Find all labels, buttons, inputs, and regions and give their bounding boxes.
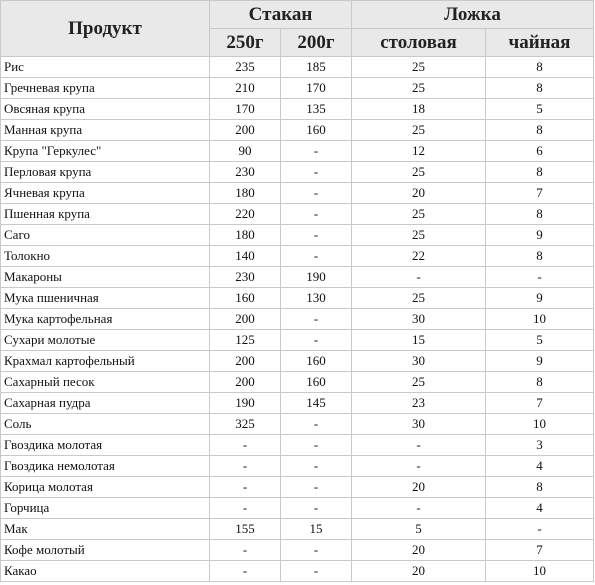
cell-glass-250g: 200 (210, 120, 281, 141)
table-row (1, 561, 594, 582)
cell-teaspoon: 10 (486, 414, 594, 435)
cell-teaspoon: 8 (486, 246, 594, 267)
cell-product: Перловая крупа (1, 162, 210, 183)
cell-glass-250g: - (210, 456, 281, 477)
cell-tablespoon: 20 (352, 183, 486, 204)
table-header (1, 1, 594, 57)
cell-glass-250g: 200 (210, 309, 281, 330)
cell-product: Овсяная крупа (1, 99, 210, 120)
cell-product: Толокно (1, 246, 210, 267)
cell-glass-250g: 220 (210, 204, 281, 225)
cell-tablespoon: 25 (352, 372, 486, 393)
cell-tablespoon: 30 (352, 414, 486, 435)
cell-teaspoon: 4 (486, 498, 594, 519)
cell-glass-250g: - (210, 540, 281, 561)
cell-glass-200g: - (281, 183, 352, 204)
cell-product: Кофе молотый (1, 540, 210, 561)
table-row (1, 456, 594, 477)
cell-tablespoon: - (352, 267, 486, 288)
cell-glass-200g: - (281, 330, 352, 351)
cell-tablespoon: - (352, 456, 486, 477)
table-row (1, 372, 594, 393)
cell-glass-200g: - (281, 498, 352, 519)
cell-tablespoon: - (352, 435, 486, 456)
cell-teaspoon: - (486, 267, 594, 288)
table-row (1, 204, 594, 225)
table-row (1, 183, 594, 204)
cell-glass-250g: 230 (210, 267, 281, 288)
cell-glass-250g: 125 (210, 330, 281, 351)
table-row (1, 309, 594, 330)
cell-tablespoon: 20 (352, 540, 486, 561)
cell-tablespoon: 30 (352, 351, 486, 372)
cell-teaspoon: 8 (486, 372, 594, 393)
cell-product: Сахарная пудра (1, 393, 210, 414)
cell-product: Гвоздика немолотая (1, 456, 210, 477)
cell-teaspoon: 9 (486, 288, 594, 309)
cell-glass-250g: 325 (210, 414, 281, 435)
cell-product: Какао (1, 561, 210, 582)
cell-product: Пшенная крупа (1, 204, 210, 225)
cell-teaspoon: 10 (486, 309, 594, 330)
table-row (1, 99, 594, 120)
cell-glass-200g: 170 (281, 78, 352, 99)
cell-glass-250g: 210 (210, 78, 281, 99)
header-row-top (1, 1, 594, 29)
cell-product: Рис (1, 57, 210, 78)
cell-tablespoon: 25 (352, 57, 486, 78)
table-row (1, 498, 594, 519)
table-row (1, 267, 594, 288)
cell-glass-250g: 190 (210, 393, 281, 414)
cell-teaspoon: 7 (486, 393, 594, 414)
cell-product: Макароны (1, 267, 210, 288)
table-row (1, 57, 594, 78)
cell-product: Саго (1, 225, 210, 246)
table-row (1, 540, 594, 561)
cell-glass-200g: 130 (281, 288, 352, 309)
cell-glass-200g: - (281, 540, 352, 561)
cell-glass-250g: 180 (210, 225, 281, 246)
table-row (1, 351, 594, 372)
table-row (1, 225, 594, 246)
cell-glass-200g: 185 (281, 57, 352, 78)
cell-tablespoon: 18 (352, 99, 486, 120)
header-200g: 200г (281, 29, 352, 57)
cell-tablespoon: 23 (352, 393, 486, 414)
cell-tablespoon: 20 (352, 561, 486, 582)
cell-glass-200g: - (281, 561, 352, 582)
table-row (1, 414, 594, 435)
cell-glass-250g: 200 (210, 372, 281, 393)
cell-tablespoon: 5 (352, 519, 486, 540)
table-row (1, 288, 594, 309)
cell-tablespoon: 25 (352, 225, 486, 246)
cell-product: Сахарный песок (1, 372, 210, 393)
table-row (1, 393, 594, 414)
cell-glass-200g: 160 (281, 351, 352, 372)
cell-glass-200g: - (281, 141, 352, 162)
cell-tablespoon: 22 (352, 246, 486, 267)
cell-teaspoon: 9 (486, 225, 594, 246)
cell-teaspoon: - (486, 519, 594, 540)
header-product: Продукт (1, 1, 210, 57)
cell-glass-200g: - (281, 162, 352, 183)
cell-tablespoon: 15 (352, 330, 486, 351)
header-spoon: Ложка (352, 1, 594, 29)
cell-product: Крахмал картофельный (1, 351, 210, 372)
cell-glass-200g: 160 (281, 120, 352, 141)
header-tablespoon: столовая (352, 29, 486, 57)
cell-glass-200g: 15 (281, 519, 352, 540)
cell-tablespoon: 25 (352, 120, 486, 141)
table-row (1, 141, 594, 162)
cell-tablespoon: 20 (352, 477, 486, 498)
cell-product: Горчица (1, 498, 210, 519)
cell-tablespoon: 25 (352, 204, 486, 225)
table-row (1, 246, 594, 267)
cell-glass-250g: 230 (210, 162, 281, 183)
cell-tablespoon: 30 (352, 309, 486, 330)
cell-teaspoon: 8 (486, 57, 594, 78)
cell-glass-200g: - (281, 204, 352, 225)
table-row (1, 519, 594, 540)
cell-glass-200g: - (281, 477, 352, 498)
cell-glass-200g: 145 (281, 393, 352, 414)
cell-glass-200g: - (281, 246, 352, 267)
cell-teaspoon: 3 (486, 435, 594, 456)
cell-teaspoon: 5 (486, 330, 594, 351)
cell-glass-250g: - (210, 561, 281, 582)
header-glass: Стакан (210, 1, 352, 29)
cell-glass-250g: 140 (210, 246, 281, 267)
cell-product: Мука пшеничная (1, 288, 210, 309)
cell-teaspoon: 5 (486, 99, 594, 120)
cell-tablespoon: 25 (352, 162, 486, 183)
cell-teaspoon: 7 (486, 540, 594, 561)
cell-teaspoon: 10 (486, 561, 594, 582)
cell-glass-200g: - (281, 414, 352, 435)
table-body (1, 57, 594, 582)
cell-teaspoon: 8 (486, 120, 594, 141)
cell-glass-200g: - (281, 309, 352, 330)
cell-glass-250g: 160 (210, 288, 281, 309)
cell-teaspoon: 8 (486, 78, 594, 99)
table-row (1, 477, 594, 498)
cell-product: Ячневая крупа (1, 183, 210, 204)
cell-glass-200g: 190 (281, 267, 352, 288)
cell-product: Корица молотая (1, 477, 210, 498)
cell-glass-250g: 180 (210, 183, 281, 204)
cell-teaspoon: 6 (486, 141, 594, 162)
cell-teaspoon: 7 (486, 183, 594, 204)
cell-tablespoon: - (352, 498, 486, 519)
cell-product: Гречневая крупа (1, 78, 210, 99)
cell-glass-200g: 160 (281, 372, 352, 393)
cell-product: Крупа "Геркулес" (1, 141, 210, 162)
header-250g: 250г (210, 29, 281, 57)
cell-glass-200g: - (281, 435, 352, 456)
cell-glass-250g: 155 (210, 519, 281, 540)
table-row (1, 435, 594, 456)
cell-product: Манная крупа (1, 120, 210, 141)
cell-product: Гвоздика молотая (1, 435, 210, 456)
cell-tablespoon: 12 (352, 141, 486, 162)
table-row (1, 330, 594, 351)
cell-teaspoon: 8 (486, 162, 594, 183)
cell-glass-200g: - (281, 456, 352, 477)
cell-tablespoon: 25 (352, 78, 486, 99)
cell-glass-250g: - (210, 477, 281, 498)
table-row (1, 78, 594, 99)
cell-glass-250g: 235 (210, 57, 281, 78)
cell-glass-250g: 170 (210, 99, 281, 120)
cell-teaspoon: 9 (486, 351, 594, 372)
cell-glass-200g: 135 (281, 99, 352, 120)
cell-teaspoon: 8 (486, 204, 594, 225)
cell-glass-250g: 90 (210, 141, 281, 162)
header-teaspoon: чайная (486, 29, 594, 57)
cell-product: Мак (1, 519, 210, 540)
table-row (1, 162, 594, 183)
cell-glass-200g: - (281, 225, 352, 246)
cell-glass-250g: - (210, 498, 281, 519)
cell-tablespoon: 25 (352, 288, 486, 309)
cell-product: Соль (1, 414, 210, 435)
cell-teaspoon: 8 (486, 477, 594, 498)
table-row (1, 120, 594, 141)
cell-product: Мука картофельная (1, 309, 210, 330)
cell-teaspoon: 4 (486, 456, 594, 477)
cell-glass-250g: - (210, 435, 281, 456)
cell-glass-250g: 200 (210, 351, 281, 372)
cell-product: Сухари молотые (1, 330, 210, 351)
